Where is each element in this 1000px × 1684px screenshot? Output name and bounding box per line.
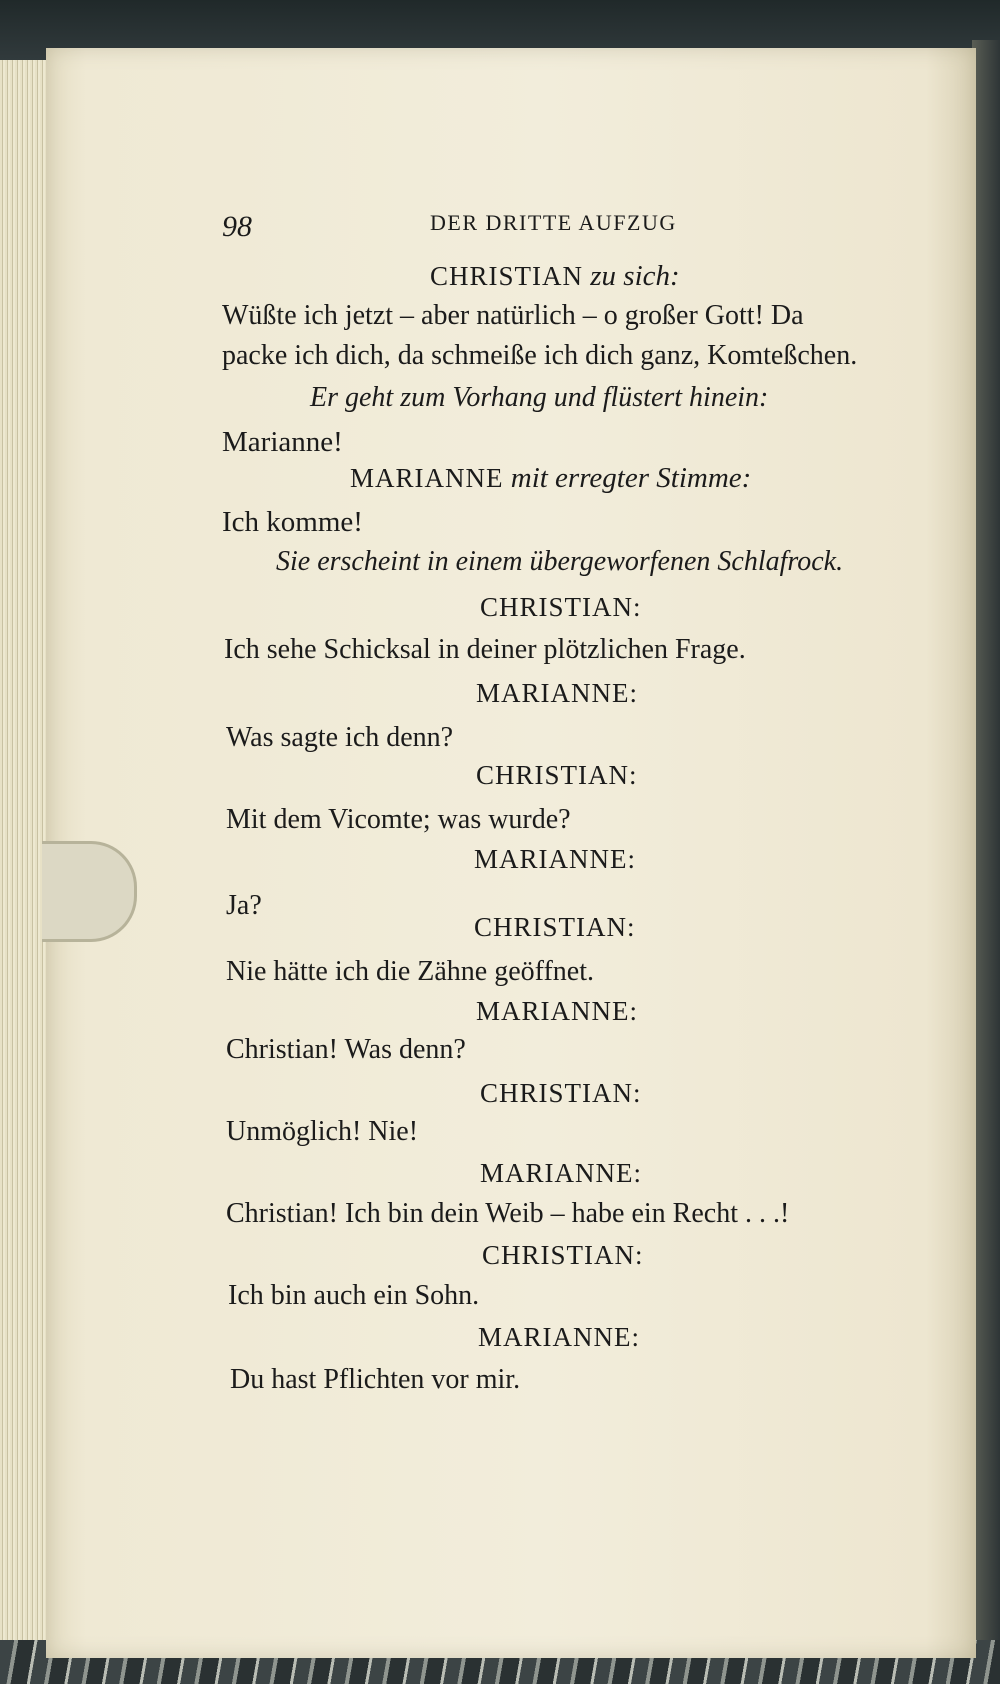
speech-line: Mit dem Vicomte; was wurde?: [226, 804, 571, 835]
speech-line: Marianne!: [222, 426, 343, 458]
speech-line: Ja?: [226, 890, 262, 921]
stage-direction: Er geht zum Vorhang und flüstert hinein:: [310, 382, 769, 413]
speech-line: Wüßte ich jetzt – aber natürlich – o großer Gott! Da: [222, 300, 804, 331]
speech-line: packe ich dich, da schmeiße ich dich ganz, Komteßchen.: [222, 340, 858, 371]
speaker-name: CHRISTIAN: [430, 261, 584, 291]
speaker-name: MARIANNE:: [476, 678, 638, 708]
speaker-name: CHRISTIAN:: [480, 1078, 642, 1108]
speech-line: Ich bin auch ein Sohn.: [228, 1280, 480, 1311]
speaker-name: CHRISTIAN:: [480, 592, 642, 622]
speech-line: Unmöglich! Nie!: [226, 1116, 419, 1147]
stage-direction: mit erregter Stimme:: [510, 462, 752, 494]
page-number: 98: [222, 210, 252, 243]
bookmark-tab: [42, 841, 137, 942]
speaker-name: MARIANNE: [350, 463, 504, 493]
speaker-name: CHRISTIAN:: [474, 912, 636, 942]
speech-line: Ich sehe Schicksal in deiner plötzlichen Frage.: [224, 634, 746, 665]
speaker-name: MARIANNE:: [474, 844, 636, 874]
speaker-line: [430, 262, 680, 291]
speaker-name: MARIANNE:: [478, 1322, 640, 1352]
running-title: DER DRITTE AUFZUG: [430, 210, 677, 235]
speech-line: Christian! Ich bin dein Weib – habe ein Recht . . .!: [226, 1198, 790, 1229]
speech-line: Nie hätte ich die Zähne geöffnet.: [226, 956, 594, 987]
speaker-name: MARIANNE:: [476, 996, 638, 1026]
speech-line: Christian! Was denn?: [226, 1034, 466, 1065]
speech-line: Du hast Pflichten vor mir.: [230, 1364, 521, 1395]
speech-line: Was sagte ich denn?: [226, 722, 454, 753]
speech-line: Ich komme!: [222, 506, 363, 538]
speaker-name: CHRISTIAN:: [476, 760, 638, 790]
book-cover-right: [972, 40, 1000, 1640]
speaker-name: MARIANNE:: [480, 1158, 642, 1188]
speaker-name: CHRISTIAN:: [482, 1240, 644, 1270]
stage-direction: Sie erscheint in einem übergeworfenen Schlafrock.: [276, 546, 844, 577]
stage-direction: zu sich:: [590, 260, 680, 292]
speaker-line: [350, 464, 751, 493]
